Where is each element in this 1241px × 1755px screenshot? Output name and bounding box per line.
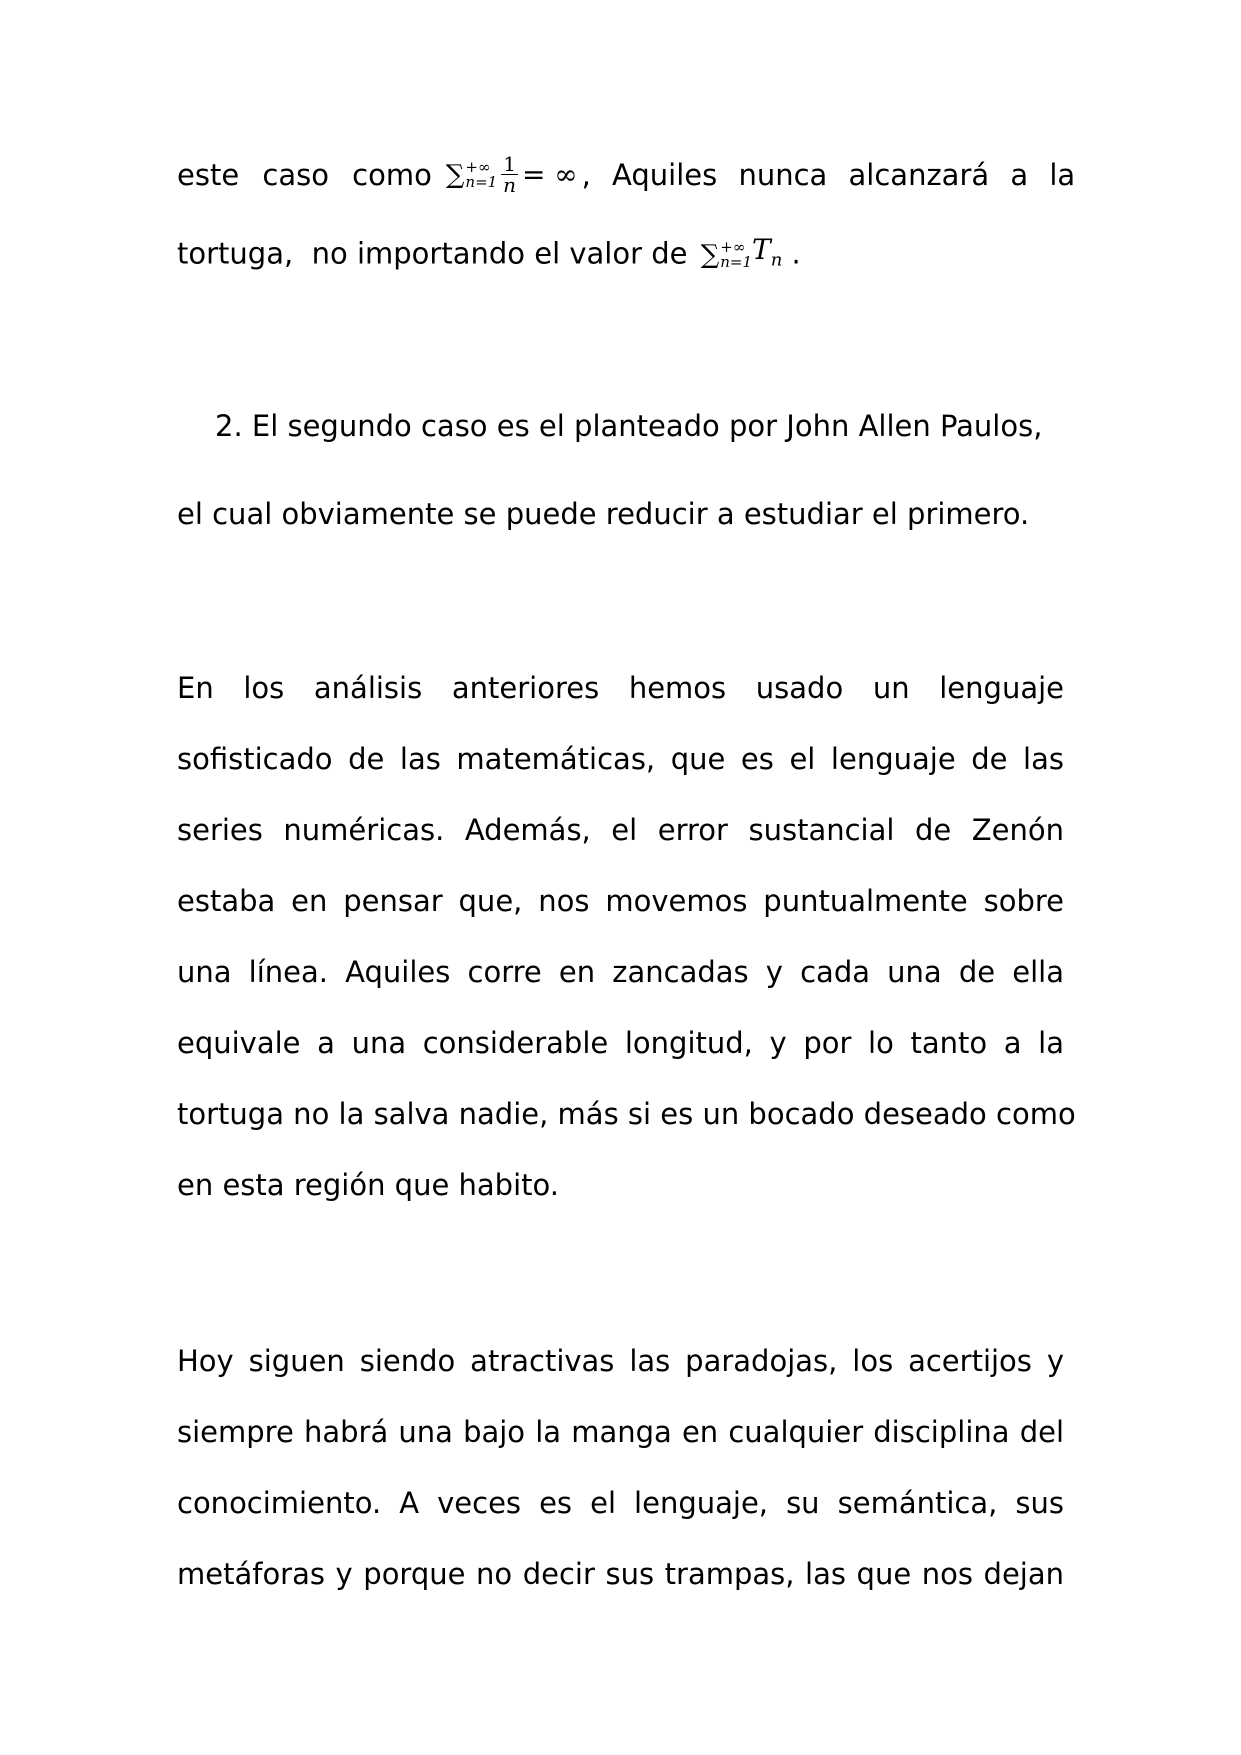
- para1-line1: [177, 152, 1076, 197]
- para1-text-tortuga: tortuga, no importando el valor de: [177, 236, 697, 271]
- term-t: T: [752, 233, 771, 266]
- para1-text-aquiles: , Aquiles nunca alcanzará a la: [581, 157, 1076, 192]
- sum-limits: [720, 240, 752, 270]
- sigma-symbol: ∑: [445, 159, 465, 190]
- para2-line: tortuga no la salva nadie, más si es un bocado deseado como: [177, 1097, 1076, 1131]
- sigma-symbol: ∑: [700, 240, 720, 271]
- para2-line: En los análisis anteriores hemos usado un lenguaje: [177, 671, 1064, 705]
- para2-line: series numéricas. Además, el error sustancial de Zenón: [177, 813, 1064, 847]
- para2-line: sofisticado de las matemáticas, que es el lenguaje de las: [177, 742, 1064, 776]
- item2-line1: 2. El segundo caso es el planteado por John Allen Paulos,: [215, 409, 1043, 443]
- para3-line: siempre habrá una bajo la manga en cualquier disciplina del: [177, 1415, 1064, 1449]
- para2-line: estaba en pensar que, nos movemos puntualmente sobre: [177, 884, 1064, 918]
- equals-infinity: = ∞: [521, 157, 578, 191]
- para3-line: Hoy siguen siendo atractivas las paradojas, los acertijos y: [177, 1344, 1064, 1378]
- fraction-one-over-n: [501, 154, 518, 195]
- term-t-n: [752, 232, 782, 279]
- sum-lower-limit: n=1: [720, 253, 753, 272]
- para2-line: en esta región que habito.: [177, 1168, 559, 1202]
- item2-line2: el cual obviamente se puede reducir a estudiar el primero.: [177, 497, 1030, 531]
- fraction-numerator: 1: [503, 152, 516, 176]
- sum-formula-tn: [701, 232, 783, 279]
- para1-line2: [177, 232, 1064, 279]
- para2-line: una línea. Aquiles corre en zancadas y cada una de ella: [177, 955, 1064, 989]
- sum-upper-limit: +∞: [720, 238, 746, 257]
- term-subscript: n: [770, 249, 783, 271]
- sum-formula: [446, 154, 578, 195]
- sum-lower-limit: n=1: [465, 172, 498, 191]
- para1-text-este-caso: este caso como: [177, 157, 432, 192]
- sum-limits: [465, 157, 498, 191]
- para3-line: metáforas y porque no decir sus trampas, las que nos dejan: [177, 1557, 1064, 1591]
- fraction-denominator: n: [503, 173, 517, 197]
- para1-text-period: .: [782, 236, 801, 271]
- sum-upper-limit: +∞: [465, 157, 491, 176]
- para3-line: conocimiento. A veces es el lenguaje, su semántica, sus: [177, 1486, 1064, 1520]
- para2-line: equivale a una considerable longitud, y por lo tanto a la: [177, 1026, 1064, 1060]
